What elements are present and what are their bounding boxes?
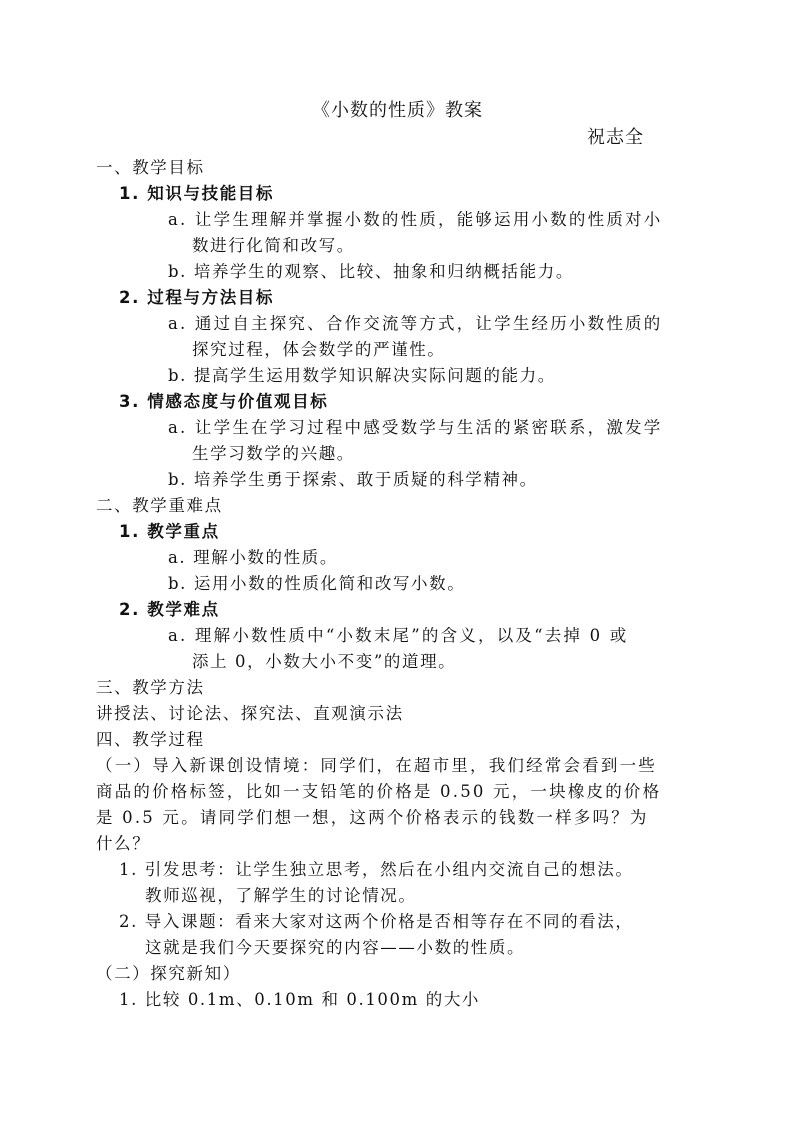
paragraph-text: （一）导入新课创设情境：同学们，在超市里，我们经常会看到一些 — [96, 756, 657, 775]
list-item-text: b. 培养学生的观察、比较、抽象和归纳概括能力。 — [168, 262, 574, 281]
list-item-text: b. 培养学生勇于探索、敢于质疑的科学精神。 — [168, 470, 538, 489]
subsection-heading: （二）探究新知） — [96, 964, 241, 983]
list-item-text: a. 理解小数的性质。 — [168, 548, 338, 567]
subheading-difficulty: 2. 教学难点 — [119, 600, 220, 619]
list-item-text: 生学习数学的兴趣。 — [192, 444, 355, 463]
list-item-text: 教师巡视，了解学生的讨论情况。 — [145, 886, 417, 905]
list-item-text: b. 运用小数的性质化简和改写小数。 — [168, 574, 466, 593]
list-item-text: 1. 引发思考：让学生独立思考，然后在小组内交流自己的想法。 — [119, 860, 634, 879]
list-item-text: a. 通过自主探究、合作交流等方式，让学生经历小数性质的 — [168, 314, 663, 333]
author-name: 祝志全 — [587, 127, 644, 148]
paragraph-text: 是 0.5 元。请同学们想一想，这两个价格表示的钱数一样多吗？为 — [96, 808, 649, 827]
paragraph-text: 什么？ — [96, 834, 151, 853]
list-item-text: a. 理解小数性质中“小数末尾”的含义，以及“去掉 0 或 — [168, 626, 629, 645]
document-title: 《小数的性质》教案 — [312, 100, 483, 121]
paragraph-text: 商品的价格标签，比如一支铅笔的价格是 0.50 元，一块橡皮的价格 — [96, 782, 662, 801]
section-heading-process: 四、教学过程 — [96, 730, 205, 749]
section-heading-objectives: 一、教学目标 — [96, 158, 205, 177]
subheading-attitude-values: 3. 情感态度与价值观目标 — [119, 392, 329, 411]
section-heading-key-points: 二、教学重难点 — [96, 496, 223, 515]
list-item-text: 1. 比较 0.1m、0.10m 和 0.100m 的大小 — [119, 990, 481, 1009]
subheading-process-method: 2. 过程与方法目标 — [119, 288, 274, 307]
list-item-text: 探究过程，体会数学的严谨性。 — [192, 340, 446, 359]
subheading-knowledge-skills: 1. 知识与技能目标 — [119, 184, 274, 203]
list-item-text: 数进行化简和改写。 — [192, 236, 355, 255]
list-item-text: a. 让学生在学习过程中感受数学与生活的紧密联系，激发学 — [168, 418, 663, 437]
subheading-key-point: 1. 教学重点 — [119, 522, 220, 541]
section-heading-methods: 三、教学方法 — [96, 678, 205, 697]
list-item-text: b. 提高学生运用数学知识解决实际问题的能力。 — [168, 366, 556, 385]
paragraph-text: 讲授法、讨论法、探究法、直观演示法 — [96, 704, 404, 723]
list-item-text: 这就是我们今天要探究的内容——小数的性质。 — [145, 938, 526, 957]
list-item-text: 添上 0，小数大小不变”的道理。 — [192, 652, 457, 671]
list-item-text: a. 让学生理解并掌握小数的性质，能够运用小数的性质对小 — [168, 210, 663, 229]
list-item-text: 2. 导入课题：看来大家对这两个价格是否相等存在不同的看法， — [119, 912, 634, 931]
